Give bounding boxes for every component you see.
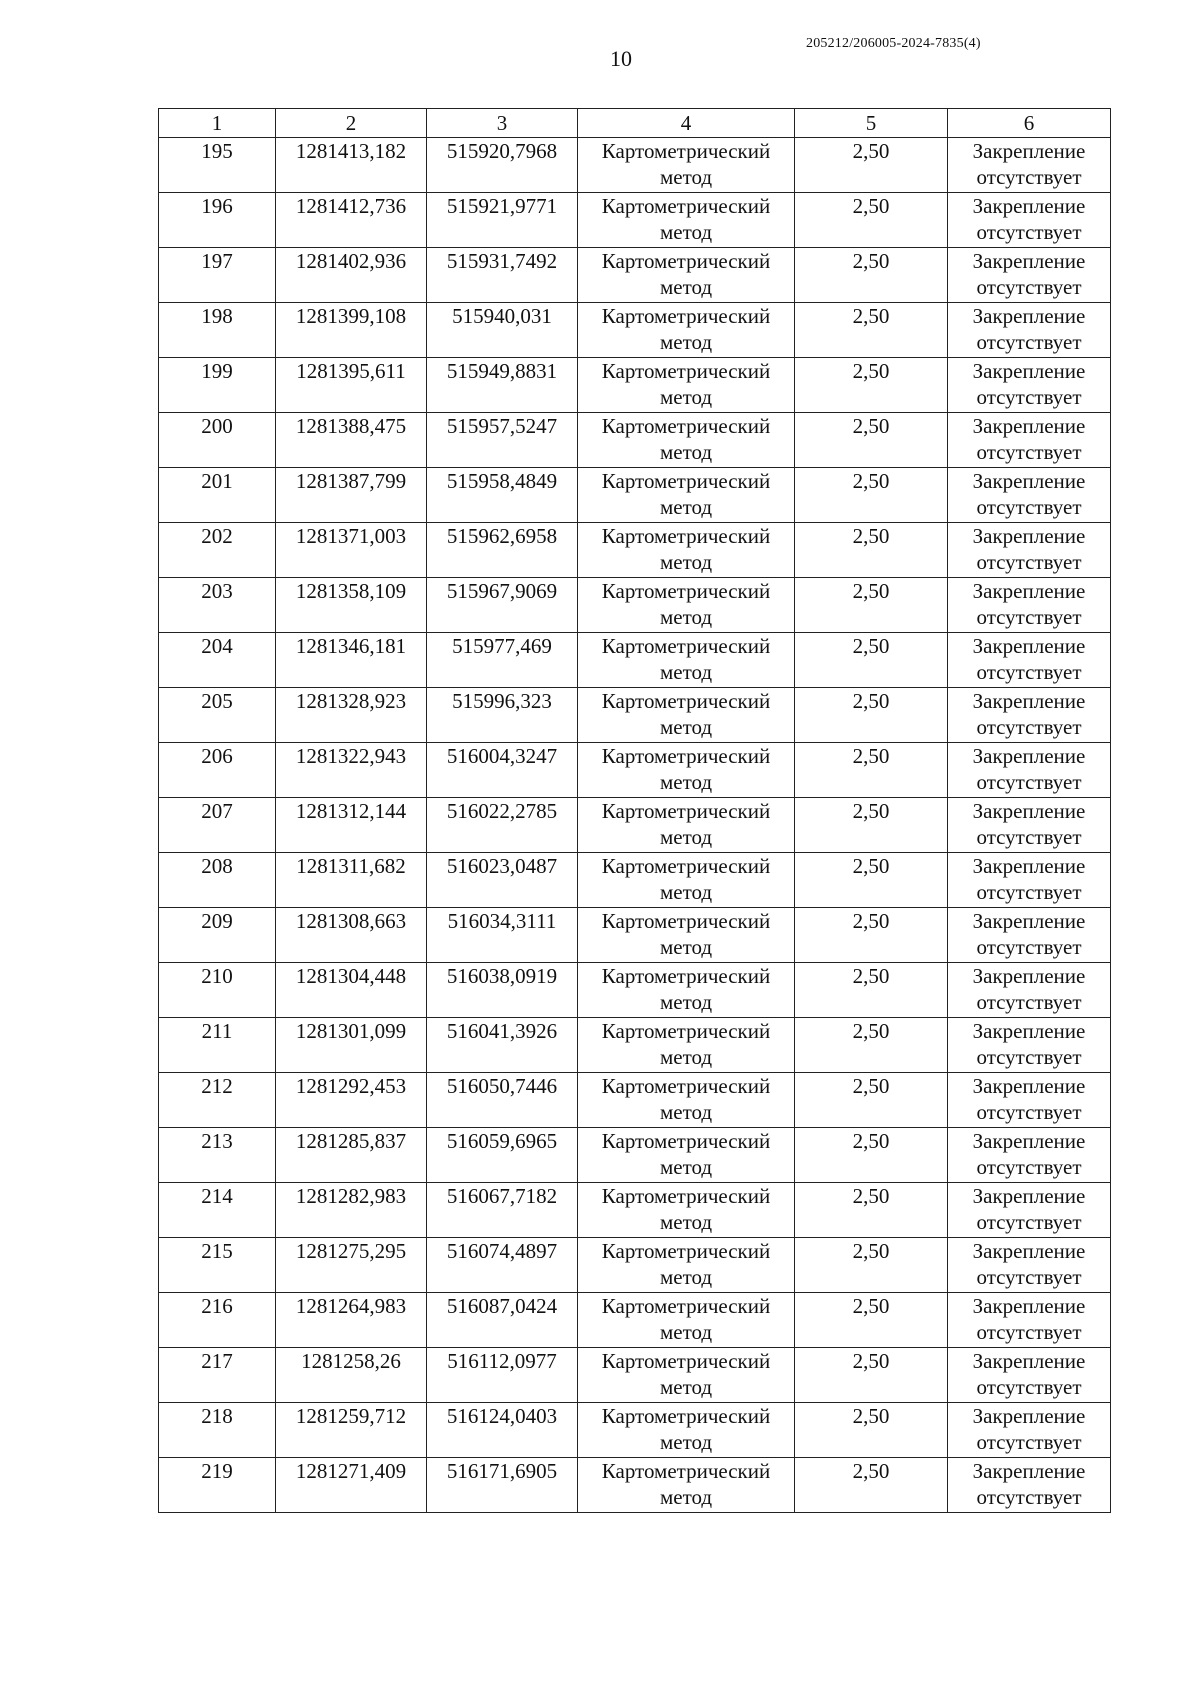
fixing-cell-line1: Закрепление (972, 524, 1086, 548)
fixing-cell (948, 743, 1111, 798)
method-cell-line2: метод (659, 220, 713, 244)
accuracy-cell: 2,50 (795, 248, 948, 303)
fixing-cell-line1: Закрепление (972, 1294, 1086, 1318)
fixing-cell-line1: Закрепление (972, 304, 1086, 328)
fixing-cell (948, 853, 1111, 908)
y-coordinate-cell: 516022,2785 (427, 798, 578, 853)
accuracy-cell: 2,50 (795, 523, 948, 578)
point-number-cell: 212 (159, 1073, 276, 1128)
fixing-cell-line1: Закрепление (972, 1459, 1086, 1483)
page-number: 10 (610, 46, 632, 71)
method-cell-line2: метод (659, 275, 713, 299)
method-cell (578, 743, 795, 798)
x-coordinate-cell: 1281399,108 (276, 303, 427, 358)
header-row (159, 109, 1111, 138)
method-cell (578, 578, 795, 633)
table-row (159, 1018, 1111, 1073)
fixing-cell-line2: отсутствует (976, 1210, 1082, 1234)
accuracy-cell: 2,50 (795, 1348, 948, 1403)
fixing-cell-line1: Закрепление (972, 964, 1086, 988)
table-row (159, 798, 1111, 853)
method-cell-line2: метод (659, 1265, 713, 1289)
accuracy-cell: 2,50 (795, 853, 948, 908)
fixing-cell-line2: отсутствует (976, 825, 1082, 849)
table-row (159, 413, 1111, 468)
x-coordinate-cell: 1281271,409 (276, 1458, 427, 1513)
document-code: 205212/206005-2024-7835(4) (806, 36, 981, 51)
x-coordinate-cell: 1281312,144 (276, 798, 427, 853)
x-coordinate-cell: 1281301,099 (276, 1018, 427, 1073)
column-header: 5 (795, 109, 948, 138)
fixing-cell (948, 688, 1111, 743)
fixing-cell (948, 578, 1111, 633)
point-number-cell: 202 (159, 523, 276, 578)
method-cell-line1: Картометрический (601, 1239, 771, 1263)
y-coordinate-cell: 516074,4897 (427, 1238, 578, 1293)
method-cell (578, 248, 795, 303)
method-cell-line1: Картометрический (601, 469, 771, 493)
coordinates-table-container (158, 108, 1110, 1513)
method-cell-line1: Картометрический (601, 909, 771, 933)
fixing-cell (948, 1073, 1111, 1128)
x-coordinate-cell: 1281322,943 (276, 743, 427, 798)
method-cell (578, 1073, 795, 1128)
fixing-cell-line2: отсутствует (976, 880, 1082, 904)
y-coordinate-cell: 516041,3926 (427, 1018, 578, 1073)
fixing-cell-line2: отсутствует (976, 935, 1082, 959)
table-row (159, 248, 1111, 303)
accuracy-cell: 2,50 (795, 1073, 948, 1128)
x-coordinate-cell: 1281412,736 (276, 193, 427, 248)
y-coordinate-cell: 515940,031 (427, 303, 578, 358)
method-cell-line1: Картометрический (601, 854, 771, 878)
method-cell-line1: Картометрический (601, 964, 771, 988)
method-cell-line2: метод (659, 660, 713, 684)
x-coordinate-cell: 1281311,682 (276, 853, 427, 908)
method-cell-line2: метод (659, 330, 713, 354)
method-cell-line2: метод (659, 990, 713, 1014)
method-cell-line2: метод (659, 1100, 713, 1124)
fixing-cell (948, 193, 1111, 248)
y-coordinate-cell: 516067,7182 (427, 1183, 578, 1238)
method-cell (578, 413, 795, 468)
table-row (159, 1293, 1111, 1348)
method-cell-line2: метод (659, 715, 713, 739)
method-cell (578, 908, 795, 963)
table-row (159, 303, 1111, 358)
fixing-cell (948, 798, 1111, 853)
fixing-cell (948, 908, 1111, 963)
method-cell (578, 1183, 795, 1238)
method-cell-line1: Картометрический (601, 1294, 771, 1318)
accuracy-cell: 2,50 (795, 468, 948, 523)
fixing-cell-line2: отсутствует (976, 1430, 1082, 1454)
column-header: 4 (578, 109, 795, 138)
table-row (159, 193, 1111, 248)
x-coordinate-cell: 1281259,712 (276, 1403, 427, 1458)
accuracy-cell: 2,50 (795, 1183, 948, 1238)
fixing-cell-line1: Закрепление (972, 744, 1086, 768)
x-coordinate-cell: 1281282,983 (276, 1183, 427, 1238)
method-cell (578, 1018, 795, 1073)
method-cell-line2: метод (659, 495, 713, 519)
method-cell-line1: Картометрический (601, 799, 771, 823)
table-row (159, 523, 1111, 578)
accuracy-cell: 2,50 (795, 578, 948, 633)
point-number-cell: 211 (159, 1018, 276, 1073)
method-cell-line1: Картометрический (601, 744, 771, 768)
accuracy-cell: 2,50 (795, 138, 948, 193)
fixing-cell-line1: Закрепление (972, 139, 1086, 163)
y-coordinate-cell: 515977,469 (427, 633, 578, 688)
fixing-cell (948, 1293, 1111, 1348)
method-cell-line1: Картометрический (601, 249, 771, 273)
table-row (159, 1458, 1111, 1513)
method-cell-line1: Картометрический (601, 689, 771, 713)
fixing-cell-line2: отсутствует (976, 385, 1082, 409)
x-coordinate-cell: 1281308,663 (276, 908, 427, 963)
fixing-cell (948, 413, 1111, 468)
fixing-cell-line1: Закрепление (972, 909, 1086, 933)
method-cell-line2: метод (659, 385, 713, 409)
method-cell (578, 523, 795, 578)
table-body (159, 138, 1111, 1513)
fixing-cell-line1: Закрепление (972, 1129, 1086, 1153)
fixing-cell (948, 303, 1111, 358)
x-coordinate-cell: 1281413,182 (276, 138, 427, 193)
y-coordinate-cell: 516112,0977 (427, 1348, 578, 1403)
x-coordinate-cell: 1281387,799 (276, 468, 427, 523)
column-header: 6 (948, 109, 1111, 138)
y-coordinate-cell: 515967,9069 (427, 578, 578, 633)
point-number-cell: 207 (159, 798, 276, 853)
fixing-cell (948, 248, 1111, 303)
method-cell-line2: метод (659, 825, 713, 849)
point-number-cell: 208 (159, 853, 276, 908)
accuracy-cell: 2,50 (795, 413, 948, 468)
method-cell (578, 1128, 795, 1183)
x-coordinate-cell: 1281402,936 (276, 248, 427, 303)
y-coordinate-cell: 516004,3247 (427, 743, 578, 798)
method-cell-line2: метод (659, 550, 713, 574)
table-row (159, 468, 1111, 523)
fixing-cell-line2: отсутствует (976, 495, 1082, 519)
fixing-cell-line2: отсутствует (976, 1320, 1082, 1344)
method-cell-line1: Картометрический (601, 1019, 771, 1043)
method-cell-line2: метод (659, 1485, 713, 1509)
point-number-cell: 204 (159, 633, 276, 688)
fixing-cell-line2: отсутствует (976, 1155, 1082, 1179)
y-coordinate-cell: 515958,4849 (427, 468, 578, 523)
accuracy-cell: 2,50 (795, 1458, 948, 1513)
point-number-cell: 216 (159, 1293, 276, 1348)
method-cell-line1: Картометрический (601, 194, 771, 218)
x-coordinate-cell: 1281358,109 (276, 578, 427, 633)
fixing-cell (948, 468, 1111, 523)
accuracy-cell: 2,50 (795, 908, 948, 963)
method-cell (578, 853, 795, 908)
method-cell-line2: метод (659, 770, 713, 794)
method-cell (578, 193, 795, 248)
y-coordinate-cell: 516038,0919 (427, 963, 578, 1018)
method-cell-line2: метод (659, 605, 713, 629)
column-header: 3 (427, 109, 578, 138)
y-coordinate-cell: 516087,0424 (427, 1293, 578, 1348)
method-cell (578, 798, 795, 853)
fixing-cell (948, 1183, 1111, 1238)
method-cell-line2: метод (659, 1430, 713, 1454)
fixing-cell-line1: Закрепление (972, 1349, 1086, 1373)
table-row (159, 688, 1111, 743)
table-header (159, 109, 1111, 138)
method-cell-line2: метод (659, 880, 713, 904)
y-coordinate-cell: 515996,323 (427, 688, 578, 743)
table-row (159, 578, 1111, 633)
point-number-cell: 219 (159, 1458, 276, 1513)
y-coordinate-cell: 516050,7446 (427, 1073, 578, 1128)
accuracy-cell: 2,50 (795, 1403, 948, 1458)
point-number-cell: 214 (159, 1183, 276, 1238)
point-number-cell: 195 (159, 138, 276, 193)
fixing-cell-line2: отсутствует (976, 165, 1082, 189)
method-cell-line2: метод (659, 935, 713, 959)
coordinates-table (158, 108, 1111, 1513)
fixing-cell (948, 1128, 1111, 1183)
y-coordinate-cell: 515920,7968 (427, 138, 578, 193)
method-cell-line1: Картометрический (601, 1129, 771, 1153)
y-coordinate-cell: 516034,3111 (427, 908, 578, 963)
fixing-cell-line2: отсутствует (976, 330, 1082, 354)
y-coordinate-cell: 515957,5247 (427, 413, 578, 468)
table-row (159, 743, 1111, 798)
table-row (159, 1238, 1111, 1293)
x-coordinate-cell: 1281258,26 (276, 1348, 427, 1403)
fixing-cell-line2: отсутствует (976, 660, 1082, 684)
accuracy-cell: 2,50 (795, 633, 948, 688)
table-row (159, 138, 1111, 193)
accuracy-cell: 2,50 (795, 1018, 948, 1073)
y-coordinate-cell: 516059,6965 (427, 1128, 578, 1183)
fixing-cell (948, 1458, 1111, 1513)
method-cell-line1: Картометрический (601, 304, 771, 328)
point-number-cell: 217 (159, 1348, 276, 1403)
fixing-cell-line1: Закрепление (972, 359, 1086, 383)
method-cell (578, 688, 795, 743)
fixing-cell-line1: Закрепление (972, 1404, 1086, 1428)
method-cell-line1: Картометрический (601, 1184, 771, 1208)
y-coordinate-cell: 515962,6958 (427, 523, 578, 578)
method-cell (578, 1458, 795, 1513)
accuracy-cell: 2,50 (795, 798, 948, 853)
point-number-cell: 199 (159, 358, 276, 413)
point-number-cell: 210 (159, 963, 276, 1018)
method-cell-line1: Картометрический (601, 1074, 771, 1098)
method-cell (578, 633, 795, 688)
method-cell (578, 1238, 795, 1293)
x-coordinate-cell: 1281395,611 (276, 358, 427, 413)
point-number-cell: 197 (159, 248, 276, 303)
fixing-cell-line2: отсутствует (976, 770, 1082, 794)
method-cell-line2: метод (659, 1155, 713, 1179)
x-coordinate-cell: 1281275,295 (276, 1238, 427, 1293)
point-number-cell: 206 (159, 743, 276, 798)
accuracy-cell: 2,50 (795, 303, 948, 358)
method-cell-line2: метод (659, 440, 713, 464)
table-row (159, 1403, 1111, 1458)
method-cell-line1: Картометрический (601, 634, 771, 658)
method-cell-line1: Картометрический (601, 524, 771, 548)
fixing-cell-line1: Закрепление (972, 634, 1086, 658)
method-cell (578, 138, 795, 193)
fixing-cell (948, 1018, 1111, 1073)
fixing-cell-line2: отсутствует (976, 1045, 1082, 1069)
fixing-cell-line2: отсутствует (976, 550, 1082, 574)
y-coordinate-cell: 515931,7492 (427, 248, 578, 303)
point-number-cell: 209 (159, 908, 276, 963)
method-cell-line1: Картометрический (601, 1404, 771, 1428)
fixing-cell-line2: отсутствует (976, 1485, 1082, 1509)
fixing-cell-line2: отсутствует (976, 1375, 1082, 1399)
point-number-cell: 205 (159, 688, 276, 743)
y-coordinate-cell: 515949,8831 (427, 358, 578, 413)
accuracy-cell: 2,50 (795, 743, 948, 798)
method-cell-line2: метод (659, 1320, 713, 1344)
method-cell-line1: Картометрический (601, 359, 771, 383)
table-row (159, 1073, 1111, 1128)
table-row (159, 1183, 1111, 1238)
fixing-cell-line2: отсутствует (976, 990, 1082, 1014)
x-coordinate-cell: 1281328,923 (276, 688, 427, 743)
fixing-cell-line1: Закрепление (972, 1184, 1086, 1208)
method-cell-line2: метод (659, 1045, 713, 1069)
point-number-cell: 198 (159, 303, 276, 358)
table-row (159, 633, 1111, 688)
point-number-cell: 213 (159, 1128, 276, 1183)
method-cell-line1: Картометрический (601, 1349, 771, 1373)
fixing-cell (948, 523, 1111, 578)
point-number-cell: 200 (159, 413, 276, 468)
method-cell-line1: Картометрический (601, 579, 771, 603)
method-cell-line2: метод (659, 1375, 713, 1399)
accuracy-cell: 2,50 (795, 688, 948, 743)
fixing-cell-line2: отсутствует (976, 275, 1082, 299)
point-number-cell: 201 (159, 468, 276, 523)
table-row (159, 1348, 1111, 1403)
table-row (159, 853, 1111, 908)
fixing-cell-line1: Закрепление (972, 1019, 1086, 1043)
table-row (159, 963, 1111, 1018)
y-coordinate-cell: 515921,9771 (427, 193, 578, 248)
method-cell (578, 1403, 795, 1458)
fixing-cell-line1: Закрепление (972, 689, 1086, 713)
method-cell (578, 1293, 795, 1348)
x-coordinate-cell: 1281388,475 (276, 413, 427, 468)
accuracy-cell: 2,50 (795, 1293, 948, 1348)
point-number-cell: 203 (159, 578, 276, 633)
fixing-cell (948, 633, 1111, 688)
fixing-cell-line2: отсутствует (976, 1265, 1082, 1289)
method-cell-line2: метод (659, 1210, 713, 1234)
method-cell (578, 468, 795, 523)
point-number-cell: 215 (159, 1238, 276, 1293)
y-coordinate-cell: 516171,6905 (427, 1458, 578, 1513)
fixing-cell-line1: Закрепление (972, 249, 1086, 273)
method-cell (578, 303, 795, 358)
method-cell-line1: Картометрический (601, 139, 771, 163)
table-row (159, 908, 1111, 963)
accuracy-cell: 2,50 (795, 963, 948, 1018)
fixing-cell-line2: отсутствует (976, 440, 1082, 464)
x-coordinate-cell: 1281304,448 (276, 963, 427, 1018)
fixing-cell (948, 963, 1111, 1018)
fixing-cell-line2: отсутствует (976, 715, 1082, 739)
fixing-cell (948, 1238, 1111, 1293)
x-coordinate-cell: 1281285,837 (276, 1128, 427, 1183)
x-coordinate-cell: 1281292,453 (276, 1073, 427, 1128)
fixing-cell (948, 1403, 1111, 1458)
point-number-cell: 218 (159, 1403, 276, 1458)
fixing-cell-line1: Закрепление (972, 414, 1086, 438)
fixing-cell-line1: Закрепление (972, 579, 1086, 603)
point-number-cell: 196 (159, 193, 276, 248)
method-cell (578, 963, 795, 1018)
accuracy-cell: 2,50 (795, 193, 948, 248)
x-coordinate-cell: 1281371,003 (276, 523, 427, 578)
y-coordinate-cell: 516124,0403 (427, 1403, 578, 1458)
column-header: 2 (276, 109, 427, 138)
method-cell-line2: метод (659, 165, 713, 189)
table-row (159, 1128, 1111, 1183)
fixing-cell (948, 1348, 1111, 1403)
fixing-cell (948, 358, 1111, 413)
fixing-cell-line2: отсутствует (976, 220, 1082, 244)
x-coordinate-cell: 1281264,983 (276, 1293, 427, 1348)
y-coordinate-cell: 516023,0487 (427, 853, 578, 908)
column-header: 1 (159, 109, 276, 138)
fixing-cell-line2: отсутствует (976, 605, 1082, 629)
method-cell-line1: Картометрический (601, 414, 771, 438)
fixing-cell-line1: Закрепление (972, 1074, 1086, 1098)
fixing-cell-line1: Закрепление (972, 469, 1086, 493)
accuracy-cell: 2,50 (795, 1238, 948, 1293)
fixing-cell (948, 138, 1111, 193)
fixing-cell-line1: Закрепление (972, 194, 1086, 218)
fixing-cell-line1: Закрепление (972, 854, 1086, 878)
accuracy-cell: 2,50 (795, 358, 948, 413)
x-coordinate-cell: 1281346,181 (276, 633, 427, 688)
table-row (159, 358, 1111, 413)
fixing-cell-line1: Закрепление (972, 799, 1086, 823)
method-cell-line1: Картометрический (601, 1459, 771, 1483)
method-cell (578, 358, 795, 413)
accuracy-cell: 2,50 (795, 1128, 948, 1183)
method-cell (578, 1348, 795, 1403)
fixing-cell-line2: отсутствует (976, 1100, 1082, 1124)
fixing-cell-line1: Закрепление (972, 1239, 1086, 1263)
